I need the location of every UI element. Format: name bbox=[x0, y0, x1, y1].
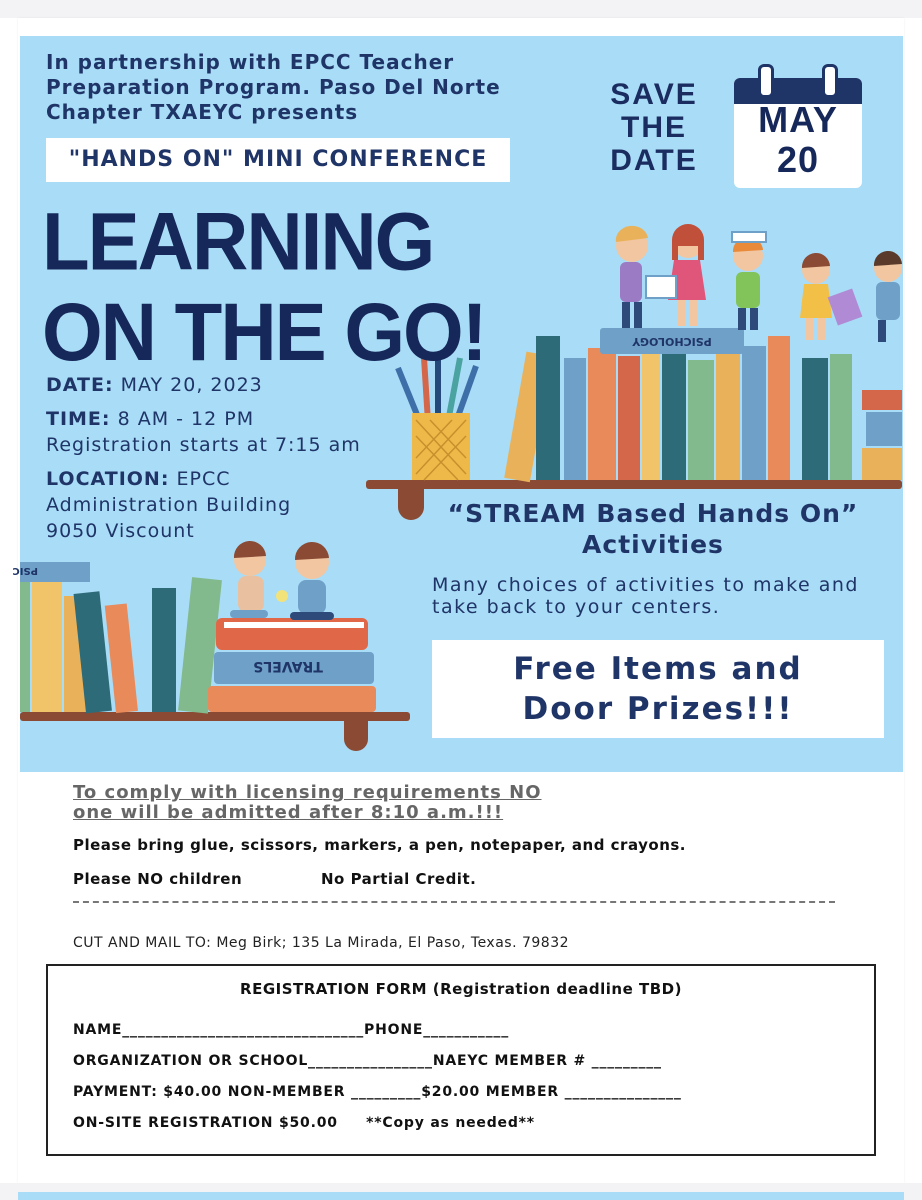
location-value: EPCC bbox=[176, 468, 231, 490]
conference-poster bbox=[12, 36, 903, 772]
calendar-day: 20 bbox=[776, 139, 820, 180]
event-location bbox=[46, 466, 426, 544]
next-page-edge bbox=[18, 1192, 904, 1200]
right-books bbox=[504, 328, 902, 482]
main-title-line1: LEARNING bbox=[42, 194, 434, 288]
calendar-ring-left bbox=[758, 64, 774, 98]
event-time bbox=[46, 406, 426, 458]
cut-line bbox=[73, 901, 835, 903]
licensing-warning bbox=[73, 783, 573, 823]
stream-activities bbox=[430, 498, 876, 560]
registration-form bbox=[46, 964, 876, 1156]
activities-description: Many choices of activities to make and take back to your centers. bbox=[432, 574, 859, 618]
free-line2: Door Prizes!!! bbox=[522, 691, 794, 727]
registration-start: Registration starts at 7:15 am bbox=[46, 434, 361, 456]
walking-children-icon bbox=[616, 224, 902, 342]
main-title-line2: ON THE GO! bbox=[42, 285, 486, 378]
save-line2: THE bbox=[621, 111, 687, 144]
date-value: MAY 20, 2023 bbox=[120, 374, 263, 396]
stream-line1: “STREAM Based Hands On” bbox=[447, 499, 859, 528]
psychology-book-label: PSICHOLOGY bbox=[632, 335, 712, 348]
time-label: TIME: bbox=[46, 408, 111, 430]
calendar-month: MAY bbox=[758, 99, 838, 140]
location-address: 9050 Viscount bbox=[46, 520, 195, 542]
partnership-intro: In partnership with EPCC Teacher Preparation Program. Paso Del Norte Chapter TXAEYC presents bbox=[46, 50, 501, 124]
free-items-box bbox=[432, 640, 884, 738]
organization-member-line[interactable]: ORGANIZATION OR SCHOOL________________NAEYC MEMBER # _________ bbox=[73, 1053, 662, 1069]
onsite-registration-line: ON-SITE REGISTRATION $50.00 **Copy as needed** bbox=[73, 1115, 535, 1131]
calendar-ring-right bbox=[822, 64, 838, 98]
save-the-date bbox=[594, 78, 714, 177]
no-children-note: Please NO children bbox=[73, 870, 243, 888]
calendar-date bbox=[734, 100, 862, 180]
top-strip bbox=[0, 0, 922, 18]
save-line1: SAVE bbox=[610, 78, 698, 111]
stream-line2: Activities bbox=[582, 530, 724, 559]
time-value: 8 AM - 12 PM bbox=[117, 408, 255, 430]
registration-form-title: REGISTRATION FORM (Registration deadline TBD) bbox=[240, 980, 682, 998]
main-title bbox=[42, 196, 486, 377]
calendar-icon bbox=[734, 60, 862, 188]
sitting-children-icon bbox=[230, 541, 334, 620]
warning-line1: To comply with licensing requirements NO bbox=[73, 782, 542, 803]
right-shelf bbox=[366, 480, 902, 489]
left-shelf-bracket bbox=[344, 721, 368, 751]
left-shelf bbox=[20, 712, 410, 721]
warning-line2: one will be admitted after 8:10 a.m.!!! bbox=[73, 802, 504, 823]
travels-book-label: TRAVELS bbox=[253, 658, 323, 674]
conference-name-banner: "HANDS ON" MINI CONFERENCE bbox=[46, 138, 510, 182]
mail-to-address: CUT AND MAIL TO: Meg Birk; 135 La Mirada, El Paso, Texas. 79832 bbox=[73, 935, 570, 951]
date-label: DATE: bbox=[46, 374, 114, 396]
location-building: Administration Building bbox=[46, 494, 292, 516]
psic-book-label: PSIC bbox=[12, 565, 38, 576]
name-phone-line[interactable]: NAME_______________________________PHONE___________ bbox=[73, 1022, 510, 1038]
save-line3: DATE bbox=[610, 144, 698, 177]
event-date bbox=[46, 372, 426, 398]
no-partial-credit-note: No Partial Credit. bbox=[321, 870, 477, 888]
location-label: LOCATION: bbox=[46, 468, 170, 490]
supplies-note: Please bring glue, scissors, markers, a pen, notepaper, and crayons. bbox=[73, 836, 686, 854]
payment-line[interactable]: PAYMENT: $40.00 NON-MEMBER _________$20.00 MEMBER _______________ bbox=[73, 1084, 682, 1100]
free-line1: Free Items and bbox=[513, 651, 803, 687]
